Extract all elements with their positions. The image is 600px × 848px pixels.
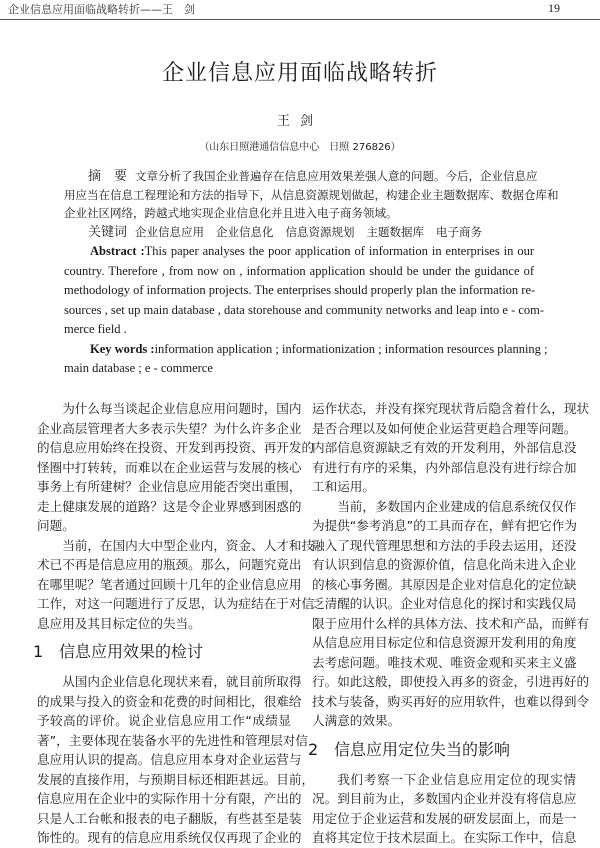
abstract-en [64,242,548,379]
text-line: 信息应用在企业中的实际作用十分有限，产出的 [37,791,302,806]
article-title: 企业信息应用面临战略转折 [161,61,438,86]
keywords-cn [64,223,534,242]
paragraph [312,770,576,848]
text-line: 我们考察一下企业信息应用定位的现实情 [337,771,576,787]
text-line: 是否合理以及如何使企业运营更趋合理等问题。 [312,420,577,436]
text-line: 人满意的效果。 [312,713,401,728]
section-heading [308,736,576,764]
text-line: 只是人工台帐和报表的电子翻版，有些甚至是装 [37,810,302,826]
text-line: 直将其定位于技术层面上。在实际工作中，信息 [312,830,577,845]
text-line: 内部信息资源缺乏有效的开发利用，外部信息没 [312,440,577,455]
abstract-en-line: country. Therefore , from now on , information application should be under the guidance of [64,263,534,278]
text-line: 企业高层管理者大多表示失望？为什么许多企业 [37,420,302,436]
abstract-en-line: methodology of information projects. The enterprises should properly plan the information re- [64,283,536,297]
author: 王剑 [276,114,323,129]
running-header: 企业信息应用面临战略转折——王 剑 [8,3,195,16]
text-line: 事务上有所建树？企业信息应用能否突出重围， [37,479,302,494]
text-line: 有认识到信息的资源价值，信息化尚未进入企业 [312,557,577,572]
keywords-cn-label: 关键词 [88,225,128,240]
text-line: 从国内企业信息化现状来看，就目前所取得 [62,674,302,689]
text-line: 工和运用。 [312,479,375,494]
text-line: 问题。 [37,518,75,533]
text-line: 技术与装备，购买再好的应用软件，也难以得到令 [312,693,590,709]
section-title: 信息应用定位失当的影响 [334,739,511,759]
abstract-cn-line: 用应当在信息工程理论和方法的指导下，从信息资源规划做起，构建企业主题数据库、数据仓库和 [64,188,559,202]
text-line: 的成果与投入的资金和花费的时间相比，很难给 [37,693,302,709]
abstract-en-line: This paper analyses the poor application of information in enterprises in our [144,244,534,258]
keyword: 企业信息化 [216,225,274,239]
text-line: 行。如此这般，即使投入再多的资金，引进再好的 [312,674,590,689]
text-line: 限于应用什么样的具体方法、技术和产品，而鲜有 [312,615,590,631]
text-line: 当前，在国内大中型企业内，资金、人才和技 [62,537,315,553]
abstract-cn-line: 文章分析了我国企业普遍存在信息应用效果差强人意的问题。今后，企业信息应 [135,169,538,183]
text-line: 工作，对这一问题进行了反思，认为症结在于对信 [37,596,315,611]
paragraph [312,497,590,731]
keywords-en-line: main database ; e - commerce [64,361,213,375]
text-line: 为提供“参考消息”的工具而存在，鲜有把它作为 [312,518,577,533]
abstract-cn-line: 企业社区网络，跨越式地实现企业信息化并且进入电子商务领域。 [64,206,398,220]
text-line: 当前，多数国内企业建成的信息系统仅仅作 [337,498,577,514]
section-number: 2 [308,739,319,759]
affiliation: （山东日照港通信信息中心 日照 276826） [199,142,401,153]
abstract-cn [64,167,559,222]
abstract-en-line: sources , set up main database , data storehouse and community networks and leap into e - com- [64,302,545,317]
text-line: 有进行有序的采集，内外部信息没有进行综合加 [312,459,577,475]
page-number: 19 [548,1,560,15]
text-line: 著”，主要体现在装备水平的先进性和管理层对信 [37,732,308,748]
text-line: 从信息应用目标定位和信息资源开发利用的角度 [312,635,577,650]
text-line: 去考虑问题。唯技术观、唯资金观和买来主义盛 [312,654,577,670]
keywords-en-label: Key words : [90,341,155,356]
text-line: 息应用认识的提高。信息应用本身对企业运营与 [37,752,302,767]
section-number: 1 [33,642,44,661]
text-line: 融入了现代管理思想和方法的手段去运用，还没 [312,537,577,553]
text-line: 术已不再是信息应用的瓶颈。那么，问题究竟出 [37,557,302,572]
paragraph [37,672,315,848]
abstract-en-label: Abstract : [90,244,145,258]
text-line: 发展的直接作用，与预期目标还相距甚远。目前， [37,771,315,787]
text-line: 走上健康发展的道路？这是令企业界感到困惑的 [37,498,302,514]
keyword: 企业信息应用 [135,225,205,239]
text-line: 为什么每当谈起企业信息应用问题时，国内 [62,401,302,416]
text-line: 况。到目前为止，多数国内企业并没有将信息应 [312,791,577,806]
text-line: 息应用及其目标定位的失当。 [37,615,201,631]
keyword: 主题数据库 [366,225,425,239]
section-heading [33,638,291,666]
paragraph [37,536,315,634]
abstract-en-line: merce field . [64,322,127,336]
paragraph [312,399,590,497]
keywords-en-line: information application ; informationization ; information resources planning ; [154,341,548,356]
text-line: 在哪里呢？笔者通过回顾十几年的企业信息应用 [37,576,302,592]
paragraph [37,399,315,536]
text-line: 予较高的评价。说企业信息应用工作“成绩显 [37,713,291,728]
text-line: 饰性的。现有的信息应用系统仅仅再现了企业的 [37,830,302,845]
text-line: 运作状态，并没有探究现状背后隐含着什么，现状 [312,401,590,416]
section-title: 信息应用效果的检讨 [59,642,204,661]
text-line: 的核心事务圈。其原因是企业对信息化的定位缺 [312,576,577,592]
keyword: 电子商务 [436,225,483,239]
keyword: 信息资源规划 [285,225,355,239]
left-column [33,399,315,848]
text-line: 怪圈中打转转，而难以在企业运营与发展的核心 [37,459,302,475]
text-line: 的信息应用始终在投资、开发到再投资、再开发的 [37,440,315,455]
abstract-cn-label: 摘 要 [88,169,128,184]
header-rule [0,19,600,20]
right-column [308,399,590,848]
text-line: 乏清醒的认识。企业对信息化的探讨和实践仅局 [312,596,577,611]
text-line: 用定位于企业运营和发展的研发层面上，而是一 [312,810,577,826]
